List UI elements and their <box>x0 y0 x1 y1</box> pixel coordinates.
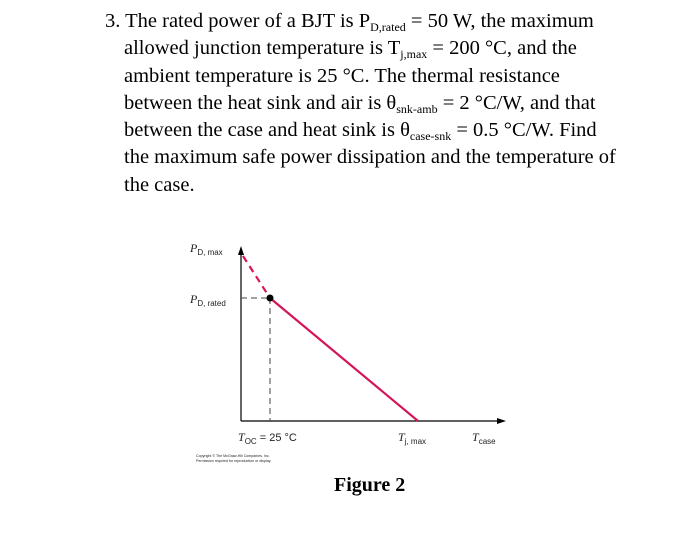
label-main: T <box>238 430 245 444</box>
text-segment: = 0.5 °C/W. Find <box>451 119 597 142</box>
label-pd-max <box>189 241 223 257</box>
text-segment: = 200 °C, and the <box>427 37 577 60</box>
rated-point-marker <box>267 295 274 302</box>
y-axis-arrow <box>238 246 244 255</box>
label-sub: D, max <box>197 248 223 257</box>
text-segment: = 50 W, the maximum <box>405 10 594 32</box>
text-segment: the maximum safe power dissipation and the temperature of <box>124 146 616 169</box>
text-segment: allowed junction temperature is T <box>124 37 401 60</box>
problem-number: 3. <box>105 10 121 32</box>
label-main: P <box>190 292 198 306</box>
text-segment: between the case and heat sink is θ <box>124 119 410 142</box>
x-axis-arrow <box>497 418 506 424</box>
label-sub: j, max <box>404 437 427 446</box>
label-main: T <box>398 430 405 444</box>
copyright-line-2: Permission required for reproduction or display. <box>196 459 272 463</box>
subscript: case-snk <box>409 129 452 144</box>
subscript: D,rated <box>370 20 406 34</box>
label-pd-rated <box>189 292 226 308</box>
text-segment: ambient temperature is 25 °C. The thermal resistance <box>124 64 560 87</box>
text-segment: between the heat sink and air is θ <box>124 91 397 114</box>
label-main: P <box>190 241 198 255</box>
text-segment: The rated power of a BJT is P <box>125 10 371 32</box>
derating-line <box>270 298 418 421</box>
label-t-case <box>472 430 496 446</box>
label-toc <box>238 430 297 446</box>
label-sub: D, rated <box>197 299 226 308</box>
derating-extrapolation-dashed <box>243 256 270 298</box>
label-value: = 25 °C <box>256 432 297 444</box>
figure-caption: Figure 2 <box>334 474 406 496</box>
copyright-line-1: Copyright © The McGraw-Hill Companies, Inc. <box>196 454 270 458</box>
subscript: snk-amb <box>396 101 438 116</box>
label-main: T <box>472 430 479 444</box>
label-tj-max <box>398 430 426 446</box>
label-sub: case <box>478 437 496 446</box>
text-segment: the case. <box>124 173 195 196</box>
label-sub: OC <box>244 437 257 446</box>
subscript: j,max <box>400 47 428 62</box>
text-segment: = 2 °C/W, and that <box>437 91 596 114</box>
